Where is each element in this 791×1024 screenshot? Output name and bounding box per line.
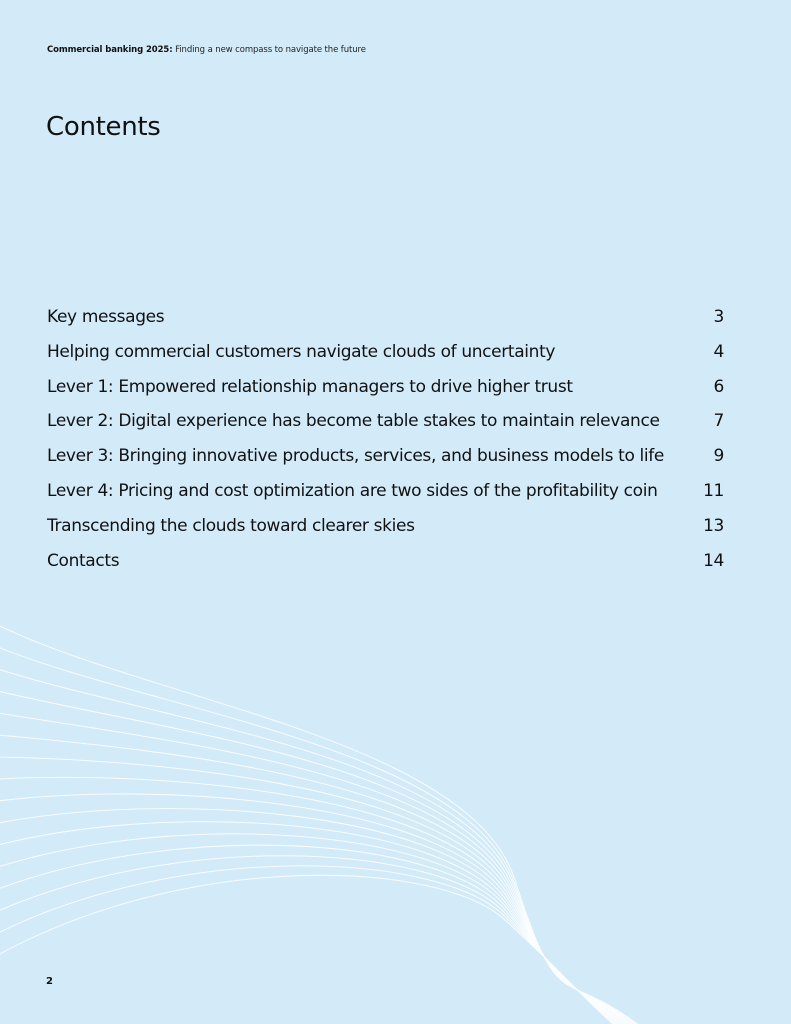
toc-item-lever-2[interactable] xyxy=(47,411,724,446)
header-subtitle: Finding a new compass to navigate the future xyxy=(175,45,366,55)
wave-line xyxy=(0,691,635,1024)
wave-line xyxy=(0,866,617,1024)
wave-line xyxy=(0,735,632,1024)
wave-line xyxy=(0,856,618,1024)
toc-item-title: Lever 4: Pricing and cost optimization are two sides of the profitability coin xyxy=(47,480,658,501)
toc-item-title: Key messages xyxy=(47,307,165,327)
wave-line xyxy=(0,834,622,1024)
wave-line xyxy=(0,669,637,1024)
toc-item-page: 7 xyxy=(713,411,724,432)
table-of-contents xyxy=(47,307,724,585)
toc-item-title: Transcending the clouds toward clearer skies xyxy=(47,515,415,536)
wave-line xyxy=(0,875,615,1024)
page-number: 2 xyxy=(46,976,53,987)
toc-item-page: 9 xyxy=(713,446,724,467)
header-title-bold: Commercial banking 2025: xyxy=(47,45,173,55)
toc-item-page: 3 xyxy=(713,307,724,327)
toc-item-page: 11 xyxy=(703,480,724,501)
document-header xyxy=(47,45,366,55)
toc-item-helping-customers[interactable] xyxy=(47,342,724,377)
toc-item-page: 13 xyxy=(703,515,724,536)
toc-item-contacts[interactable] xyxy=(47,551,724,586)
toc-item-title: Lever 3: Bringing innovative products, services, and business models to life xyxy=(47,446,665,467)
wave-line xyxy=(0,777,628,1024)
toc-item-lever-4[interactable] xyxy=(47,481,724,516)
wave-line xyxy=(0,757,630,1024)
toc-item-title: Helping commercial customers navigate clouds of uncertainty xyxy=(47,341,556,362)
toc-item-lever-1[interactable] xyxy=(47,377,724,412)
toc-item-title: Lever 2: Digital experience has become table stakes to maintain relevance xyxy=(47,411,660,432)
toc-item-title: Lever 1: Empowered relationship managers to drive higher trust xyxy=(47,376,573,397)
toc-item-page: 4 xyxy=(713,341,724,362)
wave-line xyxy=(0,625,640,1024)
wave-line xyxy=(0,794,627,1024)
contents-title: Contents xyxy=(46,112,161,142)
wave-line xyxy=(0,809,625,1024)
wave-line xyxy=(0,647,638,1024)
toc-item-key-messages[interactable] xyxy=(47,307,724,342)
toc-item-transcending[interactable] xyxy=(47,516,724,551)
toc-item-title: Contacts xyxy=(47,550,120,571)
wave-line xyxy=(0,713,633,1024)
wave-line xyxy=(0,822,623,1024)
wave-line xyxy=(0,845,620,1024)
toc-item-page: 14 xyxy=(703,550,724,571)
toc-item-page: 6 xyxy=(713,376,724,397)
toc-item-lever-3[interactable] xyxy=(47,446,724,481)
